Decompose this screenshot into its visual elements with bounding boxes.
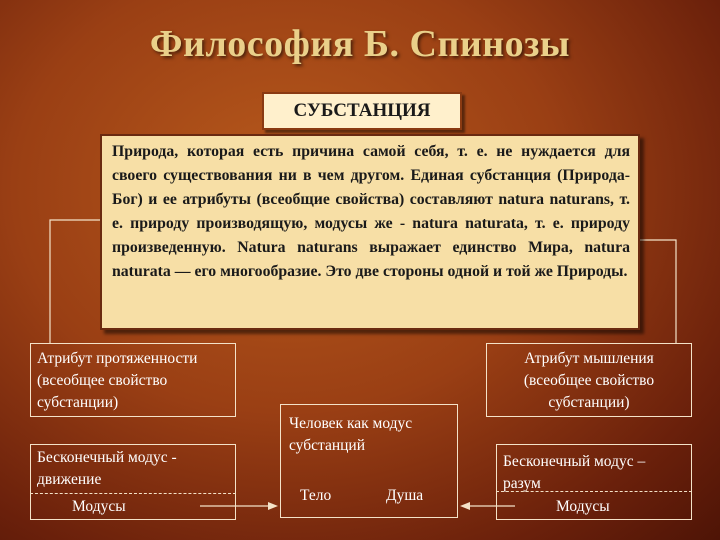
- body-label: Тело: [300, 487, 332, 504]
- modes-left-label: Модусы: [72, 498, 126, 515]
- arrow-right-head: [460, 502, 470, 510]
- page-title: Философия Б. Спинозы: [149, 23, 571, 65]
- nature-definition-box: Природа, которая есть причина самой себя, т. е. не нуждается для своего существования ни в чем другом. Единая субстанция (Природа-Бог) и ее атрибуты (всеобщие свойства) составляют natura naturans, т. е. природу производящую, модусы же - natura naturata, т. е. природу произведенную. Natura naturans выражает единство Мира, natura naturata — его многообразие. Это две стороны одной и той же Природы.: [100, 134, 640, 330]
- substance-box: СУБСТАНЦИЯ: [262, 92, 462, 130]
- reason-divider: [496, 491, 692, 492]
- infinite-mode-motion-box: [30, 444, 236, 520]
- infinite-mode-motion-label: Бесконечный модус - движение: [37, 449, 177, 488]
- connector-left: [50, 220, 100, 343]
- modes-right-label: Модусы: [556, 498, 610, 515]
- soul-label: Душа: [386, 487, 424, 504]
- infinite-mode-reason-label: Бесконечный модус – разум: [503, 453, 646, 492]
- motion-divider: [30, 493, 236, 494]
- attribute-thinking-box: Атрибут мышления (всеобщее свойство субстанции): [486, 343, 692, 417]
- connector-right: [640, 240, 676, 343]
- arrow-left-head: [268, 502, 278, 510]
- human-mode-label: Человек как модус субстанций: [289, 415, 413, 454]
- attribute-extension-box: Атрибут протяженности (всеобщее свойство субстанции): [30, 343, 236, 417]
